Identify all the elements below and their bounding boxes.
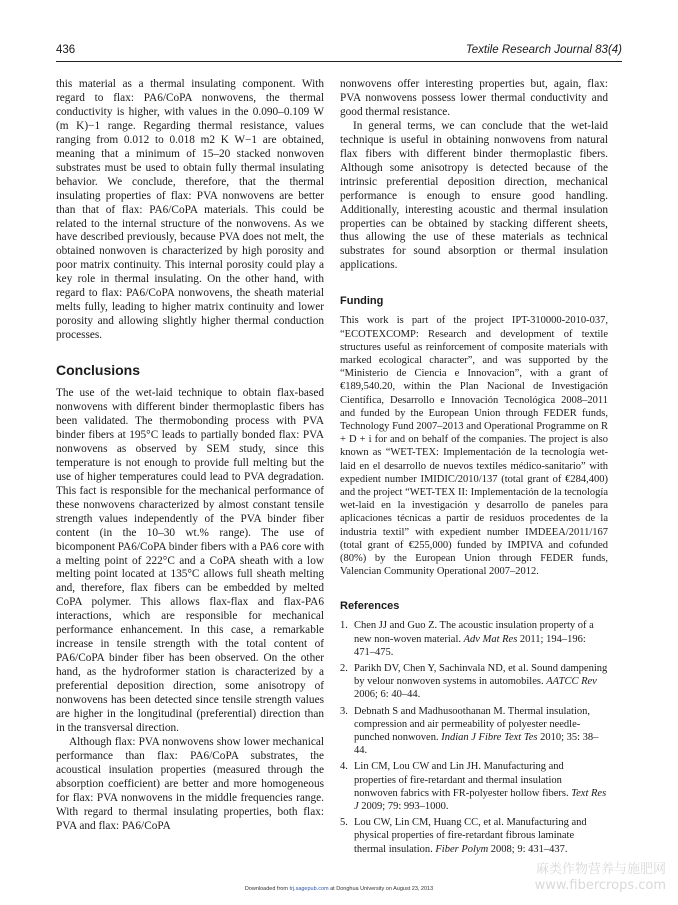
reference-number: 3. <box>340 705 348 717</box>
paragraph: Although flax: PVA nonwovens show lower mechanical performance than flax: PA6/CoPA substrates, the acoustical insulation properties (measured through the absorption coefficient) are better and more homogeneous for flax: PVA nonwovens in the middle frequencies range. With regard to thermal insulating properties, both flax: PVA and flax: PA6/CoPA <box>56 735 324 832</box>
paragraph: In general terms, we can conclude that the wet-laid technique is useful in obtaining nonwovens from natural flax fibers with different binder thermoplastic fibers. Although some anisotropy is detected because of the intrinsic preferential deposition direction, mechanical performance is enough to ensure good handling. Additionally, interesting acoustic and thermal insulation properties can be obtained by stacking different sheets, thus allowing the use of these materials as technical substrates for sound absorption or thermal insulation applications. <box>340 119 608 272</box>
conclusions-heading: Conclusions <box>56 362 141 379</box>
references-list <box>340 619 608 855</box>
reference-details: 2006; 6: 40–44. <box>354 689 421 701</box>
reference-details: 2010; 35: 38–44. <box>354 731 599 757</box>
reference-item <box>340 816 608 856</box>
reference-text: Lin CM, Lou CW and Lin JH. Manufacturing and properties of fire-retardant and thermal insulation nonwoven fabrics with FR-polyester hollow fibers. <box>354 761 572 799</box>
footer-link[interactable]: trj.sagepub.com <box>289 886 329 892</box>
reference-item <box>340 619 608 659</box>
reference-details: 2011; 194–196: 471–475. <box>354 633 586 658</box>
references-heading: References <box>340 600 400 613</box>
reference-text: Debnath S and Madhusoothanan M. Thermal insulation, compression and air permeability of polyester needle-punched nonwoven. <box>354 705 591 743</box>
left-column <box>56 78 324 834</box>
watermark <box>535 862 666 894</box>
reference-text: Lou CW, Lin CM, Huang CC, et al. Manufacturing and physical properties of fire-retardant fibrous laminate thermal insulation. <box>354 817 587 855</box>
reference-details: 2008; 9: 431–437. <box>488 843 568 855</box>
reference-journal: Indian J Fibre Text Tes <box>441 731 538 743</box>
reference-item <box>340 662 608 702</box>
paragraph: nonwovens offer interesting properties but, again, flax: PVA nonwovens possess lower thermal conductivity and good thermal resistance. <box>340 78 608 118</box>
reference-number: 2. <box>340 662 348 674</box>
reference-journal: AATCC Rev <box>546 676 597 688</box>
reference-journal: Adv Mat Res <box>463 633 518 645</box>
right-column <box>340 78 608 859</box>
reference-number: 4. <box>340 761 348 773</box>
journal-title: Textile Research Journal 83(4) <box>465 44 622 56</box>
paragraph: this material as a thermal insulating component. With regard to flax: PA6/CoPA nonwovens, the thermal conductivity is higher, with values in the 0.090–0.109 W (m K)−1 range. Regarding thermal resistance, values ranging from 0.012 to 0.018 m2 K W−1 are obtained, meaning that a minimum of 15–20 stacked nonwoven substrates must be used to obtain fully thermal insulating behavior. We conclude, therefore, that the thermal insulating properties of flax: PVA nonwovens are better than that of flax: PA6/CoPA materials. This could be related to the internal structure of the nonwovens. As we have described previously, because PVA does not melt, the obtained nonwoven is characterized by high porosity and poor matrix continuity. This internal porosity could play a key role in thermal insulating. On the other hand, with regard to flax: PA6/CoPA nonwovens, the sheath material melts fully, leading to higher matrix continuity and lower porosity and allowing slightly higher thermal conduction processes. <box>56 78 324 342</box>
reference-details: 2009; 79: 993–1000. <box>358 800 449 812</box>
watermark-url: www.fibercrops.com <box>534 878 666 893</box>
footer-suffix: at Donghua University on August 23, 2013 <box>328 886 434 892</box>
page-number: 436 <box>56 44 76 56</box>
reference-journal: Fiber Polym <box>435 843 489 855</box>
reference-number: 1. <box>340 620 348 632</box>
reference-text: Chen JJ and Guo Z. The acoustic insulation property of a new non-woven material. <box>354 620 594 645</box>
reference-number: 5. <box>340 817 348 829</box>
footer-prefix: Downloaded from <box>244 886 290 892</box>
reference-text: Parikh DV, Chen Y, Sachinvala ND, et al. Sound dampening by velour nonwoven systems in automobiles. <box>354 662 608 688</box>
reference-journal: Text Res J <box>354 787 607 812</box>
reference-item <box>340 760 608 813</box>
watermark-line: 麻类作物营养与施肥网 <box>535 862 666 877</box>
reference-item <box>340 705 608 758</box>
header-rule <box>56 61 622 62</box>
funding-text: This work is part of the project IPT-310000-2010-037, “ECOTEXCOMP: Research and development of textile structures useful as reinforcement of composite materials with marked ecological character”, and was supported by the “Ministerio de Ciencia e Innovacion”, with a grant of €189,540.20, within the Plan Nacional de Investigación Científica, Desarrollo e Innovación Tecnológica 2008–2011 and funded by the European Union through FEDER funds, Technology Fund 2007–2013 and Operational Programme on R + D + i for and on behalf of the companies. The project is also known as “WET-TEX: Implementación de la tecnología wet-laid en el desarrollo de nuevos textiles médico-sanitario” with expedient number IMIDIC/2010/137 (total grant of €284,400) and the project “WET-TEX II: Implementación de la tecnología wet-laid en la investigación y desarrollo de paneles para aplicaciones técnicas a partir de residuos procedentes de la industria textil” with expedient number IMDEEA/2011/167 (total grant of €255,000) funded by IMPIVA and cofunded (80%) by the European Union through FEDER funds, Valencian Community Operational 2007–2012. <box>340 315 608 578</box>
funding-heading: Funding <box>340 295 384 308</box>
paragraph: The use of the wet-laid technique to obtain flax-based nonwovens with different binder thermoplastic fibers has been validated. The thermobonding process with PVA binder fibers at 195°C leads to partially bonded flax: PVA nonwovens as observed by SEM study, since this temperature is not enough to provide full melting but the use of higher temperatures could lead to PVA degradation. This fact is responsible for the mechanical performance of these nonwovens characterized by almost constant tensile strength values independently of the PVA binder fiber content (in the 10–30 wt.% range). The use of bicomponent PA6/CoPA binder fibers with a PA6 core with a melting point of 222°C and a CoPA sheath with a low melting point located at 135°C allows full sheath melting and, therefore, flax fibers can be embedded by melted CoPA polymer. This allows flax-flax and flax-PA6 interactions, which are responsible for mechanical performance enhancement. In this case, a remarkable increase in tensile strength with the total content of PA6/CoPA binder fiber has been observed. On the other hand, as the hydroformer station is characterized by a preferential deposition direction, some anisotropy of nonwovens has been detected since tensile strength values are higher in the longitudinal (preferential) direction than in the transversal direction. <box>56 387 324 734</box>
